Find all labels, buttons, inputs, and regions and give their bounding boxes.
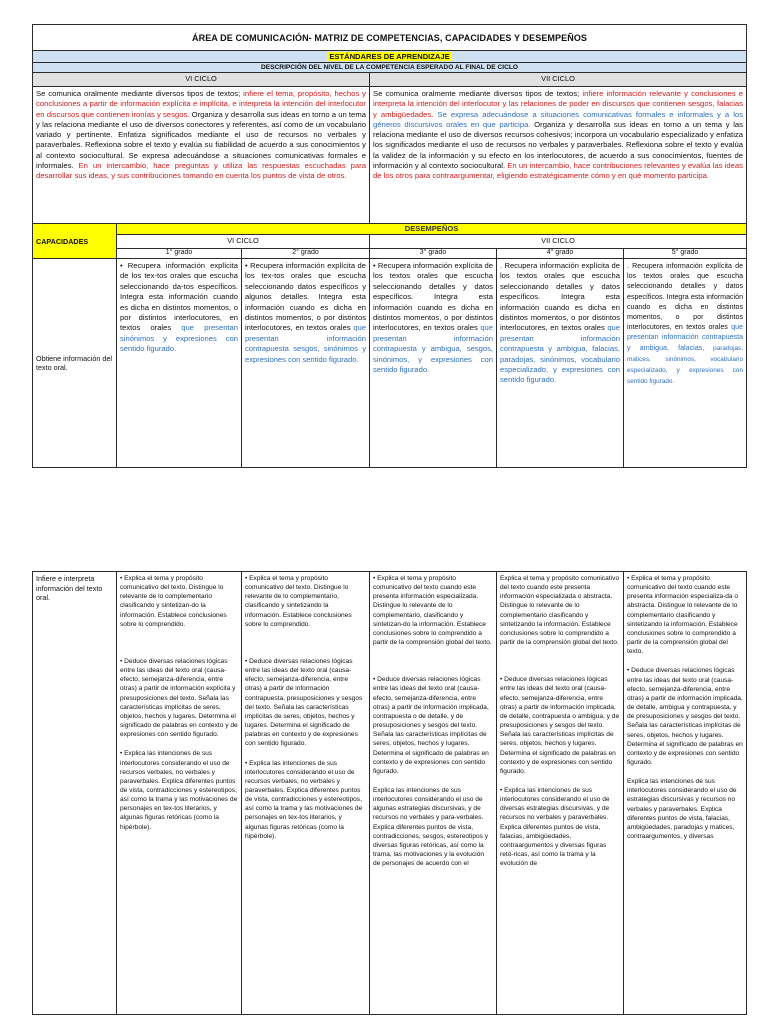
performance-g4-highlight: que presentan información contrapuesta y ambigua, falacias, paradojas, sinónimos, vocabulario especializado, y expresiones con sentido figurado.: [500, 323, 620, 385]
inference-g2-item-2: • Deduce diversas relaciones lógicas entre las ideas del texto oral (causa-efecto, semejanza-diferencia, entre otras) a partir de información contrapuesta, presuposiciones y sesgos del texto. Señala las características implícitas de seres, objetos, hechos y lugares. Determina el significado de palabras en contexto y de expresiones con sentido figurado.: [245, 657, 363, 748]
standards-cycle-vi: VI CICLO: [33, 73, 370, 87]
standard-vi-text-4: En un intercambio, hace preguntas y utiliza las respuestas escuchadas para desarrollar sus ideas, y sus contribuciones tomando en cuenta los puntos de vista de otros.: [36, 160, 366, 180]
performance-g4-text: . Recupera información explícita de los textos orales que escucha seleccionando detalles y datos específicos. Integra esta información cuando es dicha en distintos momentos, o por distintos interlocutores, en textos orales: [500, 261, 620, 333]
performance-g1-text: • Recupera información explícita de los tex-tos orales que escucha seleccionando da-tos específicos. Integra esta información cuando es dicha en distintos momentos, o por distintos interlocutores, en textos orales: [120, 261, 238, 333]
inference-cell-g2: [242, 572, 370, 1015]
inference-cell-g3: [370, 572, 497, 1015]
standard-vi-text-3: Organiza y desarrolla sus ideas en torno a un tema y las relaciona mediante el uso de diversos conectores y referentes, así como de un vocabulario variado y pertinente. Enfatiza significados mediante el uso de recursos no verbales y paraverbales. Reflexiona sobre el texto y evalúa su fiabilidad de acuerdo a sus conocimientos y al contexto sociocultural. Se expresa adecuándose a situaciones comunicativas formales e informales.: [36, 109, 366, 170]
performance-g2-highlight: que presentan información contrapuesta sesgos, sinónimos y expresiones con sentido figurado.: [245, 323, 366, 364]
inference-g2-item-1: • Explica el tema y propósito comunicativo del texto. Distingue lo relevante de lo complementario, clasificando y sintetizando la información. Establece conclusiones sobre lo comprendido.: [245, 575, 352, 628]
inference-g2-item-3: • Explica las intenciones de sus interlocutores considerando el uso de recursos verbales, no verbales y paraverbales. Explica diferentes puntos de vista, contradicciones y estereotipos, así como la trama y las motivaciones de personajes en tex-tos literarios, y algunas figuras retóricas (como la hipérbole).: [245, 759, 363, 840]
inference-g1-item-2: • Deduce diversas relaciones lógicas entre las ideas del texto oral (causa-efecto, semejanza-diferencia, entre otras) a partir de información explícita y presuposiciones del texto. Señala las características implícitas de seres, objetos, hechos y lugares. Determina el significado de palabras en contexto y de expresiones con sentido figurado.: [120, 657, 238, 739]
inference-g3-item-3: Explica las intenciones de sus interlocutores considerando el uso de algunas estrategias discursivas, y de recursos no verbales y para-verbales. Explica diferentes puntos de vista, contradicciones, sesgos, estereotipos y diversas figuras retóricas, así como la trama, las motivaciones y la evolución de personajes de acuerdo con el: [373, 786, 489, 868]
performance-g3-highlight: que presentan información contrapuesta y ambigua, sesgos, sinónimos, y expresiones con sentido figurado.: [373, 323, 493, 375]
capacity-name-obtiene: Obtiene información del texto oral.: [33, 259, 117, 468]
standards-cycle-vii: VII CICLO: [370, 73, 747, 87]
performance-g2-text: • Recupera información explícita de los tex-tos orales que escucha seleccionando datos específicos y algunos detalles. Integra esta información cuando es dicha en distintos momentos, o por distintos interlocutores, en textos orales: [245, 261, 366, 333]
performance-cell-g4: [497, 259, 624, 468]
grade-header-5: 5° grado: [624, 249, 747, 259]
capacidades-header: CAPACIDADES: [33, 224, 117, 259]
standard-vii-text-1: Se comunica oralmente mediante diversos tipos de textos;: [373, 89, 580, 98]
standard-vii-text-5: En un intercambio, hace contribuciones relevantes y evalúa las ideas de los otros para contraargumentar, eligiendo estratégicamente cómo y en qué momento participa.: [373, 160, 744, 180]
competency-matrix-table-continued: [32, 571, 747, 1015]
standards-heading-label: ESTÁNDARES DE APRENDIZAJE: [329, 52, 450, 61]
standard-vii-text-3: Se expresa adecuándose a situaciones comunicativas formales e informales y a los géneros discursivos orales en que participa.: [373, 109, 744, 129]
inference-cell-g4: [497, 572, 624, 1015]
grade-header-2: 2° grado: [242, 249, 370, 259]
grade-header-4: 4° grado: [497, 249, 624, 259]
performance-cell-g3: [370, 259, 497, 468]
inference-g3-item-2: • Deduce diversas relaciones lógicas entre las ideas del texto oral (causa-efecto, semejanza-diferencia, entre otras) a partir de información implicada, contrapuesta o de detalle, y de presuposiciones y sesgos del texto. Señala las características implícitas de seres, objetos, hechos y lugares. Determina el significado de palabras en contexto y de expresiones con sentido figurado.: [373, 676, 489, 775]
page-title: ÁREA DE COMUNICACIÓN- MATRIZ DE COMPETENCIAS, CAPACIDADES Y DESEMPEÑOS: [33, 25, 747, 51]
inference-g4-item-3: • Explica las intenciones de sus interlocutores considerando el uso de diversas estrategias discursivas, y de recursos no verbales y paraverbales. Explica diferentes puntos de vista, falacias, ambigüedades, contraargumentos y diversas figuras retó-ricas, así como la trama y la evolución de: [500, 786, 610, 868]
inference-g5-item-1: • Explica el tema y propósito comunicativo del texto cuando este presenta información especializa-da o abstracta. Distingue lo relevante de lo complementario clasificando y sintetizando la información. Establece conclusiones sobre lo comprendido a partir de la comprensión global del texto.: [627, 575, 739, 656]
inference-g5-item-3: Explica las intenciones de sus interlocutores considerando el uso de estrategias discursivas y recursos no verbales y paraverbales. Explica diferentes puntos de vista, falacias, ambigüedades, paradojas y matices, contraargumentos, y diversas: [627, 778, 737, 841]
capacity-name-infiere: Infiere e interpreta información del texto oral.: [33, 572, 117, 1015]
standard-vi-text-1: Se comunica oralmente mediante diversos tipos de textos;: [36, 89, 241, 98]
performance-cell-g2: [242, 259, 370, 468]
inference-g1-item-3: • Explica las intenciones de sus interlocutores considerando el uso de recursos verbales, no verbales y paraverbales. Explica diferentes puntos de vista, contradicciones y estereotipos, así como la trama y las motivaciones de personajes en tex-tos literarios, y algunas figuras retóricas (como la hipérbole).: [120, 750, 238, 831]
performance-g5-text: . Recupera información explícita de los textos orales que escucha seleccionando detalles y datos específicos. Integra esta información cuando es dicha en distintos momentos, o por distintos interlocutores, en textos orales: [627, 262, 744, 332]
inference-cell-g1: [117, 572, 242, 1015]
grade-header-1: 1° grado: [117, 249, 242, 259]
performance-g3-text: • Recupera información explícita de los textos orales que escucha seleccionando detalles y datos específicos. Integra esta información cuando es dicha en distintos momentos, o por distintos interlocutores, en textos orales: [373, 261, 493, 333]
inference-g5-item-2: • Deduce diversas relaciones lógicas entre las ideas del texto oral (causa-efecto, semejanza-diferencia, entre otras) a partir de información implicada, de detalle, ambigua y contrapuesta, y de presuposiciones y sesgos del texto. Señala las características implícitas de seres, objetos, hechos y lugares. Determina el significado de palabras en contexto y de expresiones con sentido figurado.: [627, 667, 743, 766]
standard-vi-text-2: infiere el tema, propósito, hechos y conclusiones a partir de información explícita e implícita, e interpreta la intención del interlocutor en discursos que contienen ironías y sesgos.: [36, 89, 366, 119]
performance-g5-highlight: que presentan información contrapuesta y ambigua, falacias,: [627, 323, 744, 352]
performances-heading: DESEMPEÑOS: [117, 224, 747, 235]
standard-vii-text-4: Organiza y desarrolla sus ideas en torno a un tema y las relaciona mediante el uso de diversos recursos cohesivos; incorpora un vocabulario especializado y enfatiza los significados mediante el uso de recursos no verbales y paraverbales. Reflexiona sobre el texto y evalúa la validez de la información y su efecto en los interlocutores, de acuerdo a sus conocimientos, fuentes de información y al contexto sociocultural.: [373, 119, 744, 170]
competency-matrix-table: [32, 24, 747, 468]
grade-header-3: 3° grado: [370, 249, 497, 259]
performance-g5-highlight-small: paradojas, matices, sinónimos, vocabulario especializado, y expresiones con sentido figurado.: [627, 344, 744, 386]
inference-g4-item-2: • Deduce diversas relaciones lógicas entre las ideas del texto oral (causa-efecto, semejanza-diferencia, entre otras) a partir de información implicada, de detalle, contrapuesta o ambigua, y de presuposiciones y sesgos del texto. Señala las características implícitas de seres, objetos, hechos y lugares. Determina el significado de palabras en contexto y de expresiones con sentido figurado.: [500, 676, 620, 775]
performances-cycle-vii: VII CICLO: [370, 235, 747, 249]
performance-cell-g5: [624, 259, 747, 468]
standards-subheading: DESCRIPCIÓN DEL NIVEL DE LA COMPETENCIA ESPERADO AL FINAL DE CICLO: [33, 63, 747, 73]
inference-cell-g5: [624, 572, 747, 1015]
performances-cycle-vi: VI CICLO: [117, 235, 370, 249]
inference-g4-item-1: Explica el tema y propósito comunicativo del texto cuando este presenta información especializada o abstracta. Distingue lo relevante de lo complementario clasificando y sintetizando la información. Establece conclusiones sobre lo comprendido a partir de la comprensión global del texto.: [500, 575, 620, 647]
standards-heading: [33, 51, 747, 63]
standard-description-vi: [33, 87, 370, 224]
performance-g1-highlight: que presentan sinónimos y expresiones con sentido figurado.: [120, 323, 238, 354]
inference-g1-item-1: • Explica el tema y propósito comunicativo del texto. Distingue lo relevante de lo complementario clasificando y sintetizan-do la información. Establece conclusiones sobre lo comprendido.: [120, 575, 227, 628]
standard-vii-text-2: infiere información relevante y conclusiones e interpreta la intención del interlocutor y las relaciones de poder en discursos que contienen sesgos, falacias y ambigüedades.: [373, 89, 744, 119]
standard-description-vii: [370, 87, 747, 224]
inference-g3-item-1: • Explica el tema y propósito comunicativo del texto cuando este presenta información especializada. Distingue lo relevante de lo complementario, clasificando y sintetizan-do la información. Establece conclusiones sobre lo comprendido a partir de la comprensión global del texto.: [373, 575, 492, 647]
performance-cell-g1: [117, 259, 242, 468]
